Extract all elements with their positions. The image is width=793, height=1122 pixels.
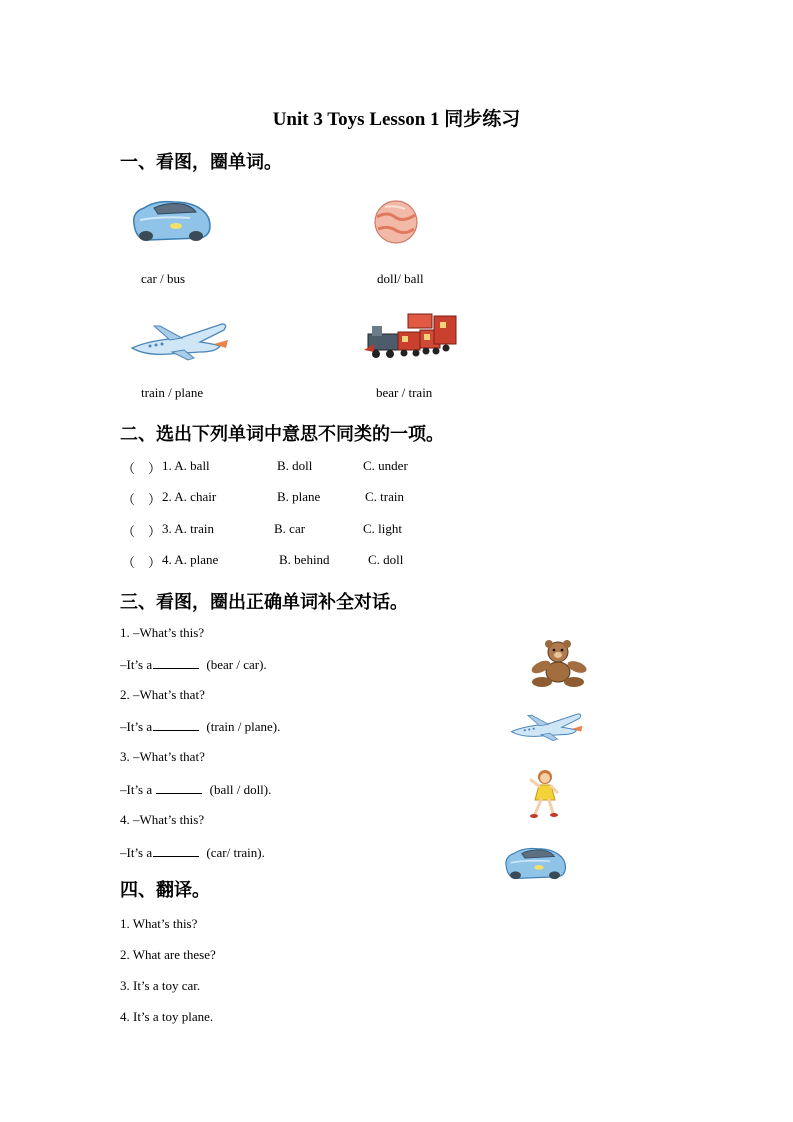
section3-heading: 三、看图，圈出正确单词补全对话。 <box>120 592 408 613</box>
dialog-answer: –It’s a (ball / doll). <box>120 782 272 797</box>
question-paren: （ ） <box>122 555 162 570</box>
translation-item: 2. What are these? <box>120 947 216 962</box>
dialog-answer: –It’s a (bear / car). <box>120 657 267 672</box>
option-c: C. under <box>363 458 408 473</box>
translation-item: 4. It’s a toy plane. <box>120 1009 214 1024</box>
answer-blank[interactable] <box>153 656 199 669</box>
option-c: C. train <box>365 489 404 504</box>
page-title: Unit 3 Toys Lesson 1 同步练习 <box>272 109 521 130</box>
section2-heading: 二、选出下列单词中意思不同类的一项。 <box>120 424 444 445</box>
question-paren: （ ） <box>122 461 162 476</box>
answer-blank[interactable] <box>153 718 199 731</box>
dialog-question: 2. –What’s that? <box>120 687 205 702</box>
car-icon <box>130 196 212 242</box>
section4-heading: 四、翻译。 <box>120 880 210 901</box>
section1-label-1: car / bus <box>141 271 186 286</box>
option-b: B. behind <box>279 552 330 567</box>
option-b: B. plane <box>277 489 321 504</box>
dialog-question: 3. –What’s that? <box>120 749 205 764</box>
car-icon <box>503 843 567 881</box>
option-a: 4. A. plane <box>162 552 219 567</box>
dialog-answer: –It’s a (car/ train). <box>120 845 265 860</box>
dialog-question: 1. –What’s this? <box>120 625 205 640</box>
option-a: 3. A. train <box>162 521 214 536</box>
section1-label-2: doll/ ball <box>377 271 424 286</box>
translation-item: 1. What’s this? <box>120 916 198 931</box>
option-a: 1. A. ball <box>162 458 210 473</box>
option-c: C. light <box>363 521 403 536</box>
section1-label-3: train / plane <box>141 385 204 400</box>
translation-item: 3. It’s a toy car. <box>120 978 201 993</box>
bear-icon <box>528 640 588 688</box>
plane-icon <box>130 318 230 360</box>
doll-icon <box>525 768 561 820</box>
train-icon <box>364 308 460 360</box>
option-b: B. car <box>274 521 306 536</box>
ball-icon <box>373 199 419 245</box>
dialog-question: 4. –What’s this? <box>120 812 205 827</box>
question-paren: （ ） <box>122 492 162 507</box>
answer-blank[interactable] <box>153 844 199 857</box>
section1-heading: 一、看图，圈单词。 <box>120 152 282 173</box>
section1-label-4: bear / train <box>376 385 433 400</box>
option-b: B. doll <box>277 458 313 473</box>
answer-blank[interactable] <box>156 781 202 794</box>
dialog-answer: –It’s a (train / plane). <box>120 719 281 734</box>
question-paren: （ ） <box>122 524 162 539</box>
plane-icon <box>510 708 584 742</box>
option-a: 2. A. chair <box>162 489 217 504</box>
option-c: C. doll <box>368 552 404 567</box>
